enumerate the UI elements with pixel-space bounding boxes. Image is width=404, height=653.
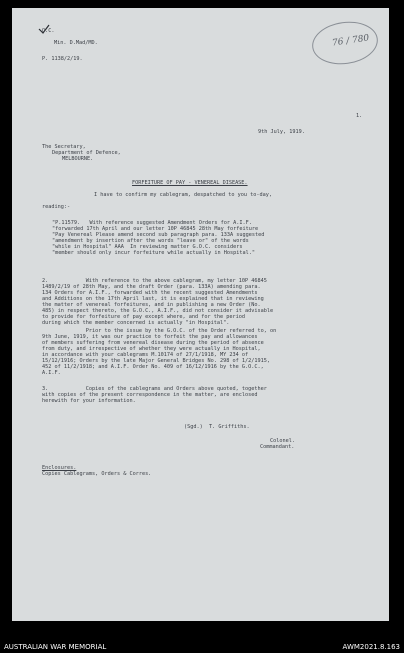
para2-line: to provide for forfeiture of pay except where, and for the period bbox=[42, 314, 246, 320]
signature-sgd: (Sgd.) T. Griffiths. bbox=[184, 424, 250, 430]
intro-line: I have to confirm my cablegram, despatched to you to-day, bbox=[94, 192, 273, 198]
para2-line: and Additions on the 17th April last, it is explained that in reviewing bbox=[42, 296, 264, 302]
address-line: The Secretary, bbox=[42, 144, 86, 150]
archive-reference: AWM2021.8.163 bbox=[342, 643, 400, 651]
cable-line: "Pay Venereal Please amend second sub paragraph para. 133A suggested bbox=[52, 232, 265, 238]
para3-line: with copies of the present correspondence in the matter, are enclosed bbox=[42, 392, 258, 398]
document-page bbox=[12, 8, 389, 621]
para2-line: 134 Orders for A.I.F., forwarded with the recent suggested Amendments bbox=[42, 290, 258, 296]
enclosures-heading: Enclosures. bbox=[42, 465, 77, 471]
address-line: MELBOURNE. bbox=[62, 156, 94, 162]
para2-line: the matter of venereal forfeitures, and in publishing a new Order (No. bbox=[42, 302, 261, 308]
ref-code-2: Min. D.Mad/MD. bbox=[54, 40, 98, 46]
para2-line: 452 of 11/2/1918; and A.I.F. Order No. 409 of 16/12/1916 by the G.O.C., bbox=[42, 364, 264, 370]
para2-line: 15/12/1916; Orders by the late Major General Bridges No. 298 of 1/2/1915, bbox=[42, 358, 270, 364]
cable-line: "member should only incur forfeiture while actually in Hospital." bbox=[52, 250, 256, 256]
para2-line: from duty, and irrespective of whether they were actually in Hospital, bbox=[42, 346, 261, 352]
letter-date: 9th July, 1919. bbox=[258, 129, 305, 135]
archive-footer bbox=[0, 641, 404, 653]
intro-line: reading:- bbox=[42, 204, 71, 210]
para2-line: 485) in respect thereto, the G.O.C., A.I.F., did not consider it advisable bbox=[42, 308, 274, 314]
ref-code-1: O.C. bbox=[42, 28, 55, 34]
ref-code-3: P. 1138/2/19. bbox=[42, 56, 83, 62]
para2-line: 1489/2/19 of 28th May, and the draft Order (para. 133A) amending para. bbox=[42, 284, 261, 290]
stamp-text: 76 / 780 bbox=[331, 33, 370, 49]
para3-line: 3. Copies of the cablegrams and Orders above quoted, together bbox=[42, 386, 267, 392]
para2-line: in accordance with your cablegrams M.10174 of 27/1/1918, MY 234 of bbox=[42, 352, 249, 358]
para2-line: of members suffering from venereal disease during the period of absence bbox=[42, 340, 264, 346]
subject-line: FORFEITURE OF PAY - VENEREAL DISEASE. bbox=[132, 180, 248, 186]
archive-name: AUSTRALIAN WAR MEMORIAL bbox=[4, 643, 107, 651]
cable-line: "while in Hospital" AAA In reviewing matter G.O.C. considers bbox=[52, 244, 243, 250]
signature-rank: Colonel. bbox=[270, 438, 295, 444]
para3-line: herewith for your information. bbox=[42, 398, 136, 404]
enclosures-text: Copies Cablegrams, Orders & Corres. bbox=[42, 471, 152, 477]
signature-title: Commandant. bbox=[260, 444, 295, 450]
para2-line: 2. With reference to the above cablegram, my letter 10P 46845 bbox=[42, 278, 267, 284]
para2-line: Prior to the issue by the G.O.C. of the Order referred to, on bbox=[42, 328, 277, 334]
address-line: Department of Defence, bbox=[52, 150, 121, 156]
para2-line: during which the member concerned is actually "in Hospital". bbox=[42, 320, 230, 326]
para2-line: A.I.F. bbox=[42, 370, 61, 376]
para2-line: 9th June, 1919, it was our practice to forfeit the pay and allowances bbox=[42, 334, 258, 340]
cable-line: "amendment by insertion after the words "leave or" of the words bbox=[52, 238, 249, 244]
page-number: 1. bbox=[356, 113, 363, 119]
cable-line: "P.11579. With reference suggested Amendment Orders for A.I.F. bbox=[52, 220, 252, 226]
cable-line: "forwarded 17th April and our letter 10P 46845 28th May forfeiture bbox=[52, 226, 259, 232]
